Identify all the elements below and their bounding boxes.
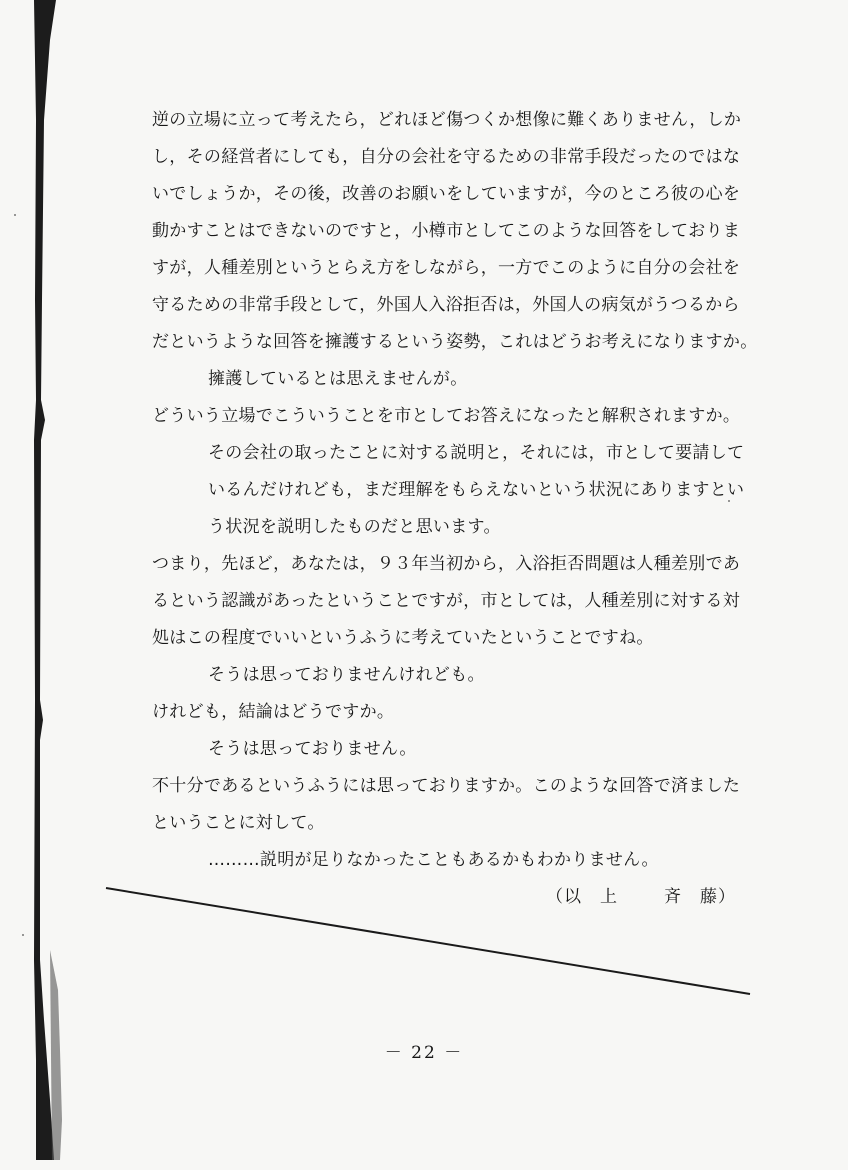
answer-line: いるんだけれども，まだ理解をもらえないという状況にありますとい	[208, 480, 745, 500]
signature-name: 斉	[664, 887, 682, 907]
text-line: し，その経営者にしても，自分の会社を守るための非常手段だったのではな	[152, 147, 741, 167]
text-line: ということに対して。	[152, 813, 325, 833]
text-line: 不十分であるというふうには思っておりますか。このような回答で済ました	[152, 776, 741, 796]
signature-close: 藤）	[700, 887, 736, 907]
page-number: － 22 －	[384, 1043, 464, 1063]
answer-line: そうは思っておりませんけれども。	[208, 665, 485, 685]
text-line: 処はこの程度でいいというふうに考えていたということですね。	[152, 628, 654, 648]
text-line: けれども，結論はどうですか。	[152, 702, 395, 722]
text-line: すが，人種差別というとらえ方をしながら，一方でこのように自分の会社を	[152, 258, 741, 278]
answer-line: ………説明が足りなかったこともあるかもわかりません。	[208, 850, 659, 870]
text-line: いでしょうか，その後，改善のお願いをしていますが，今のところ彼の心を	[152, 184, 741, 204]
text-line: どういう立場でこういうことを市としてお答えになったと解釈されますか。	[152, 406, 741, 426]
answer-line: その会社の取ったことに対する説明と，それには，市として要請して	[208, 443, 745, 463]
answer-line: う状況を説明したものだと思います。	[208, 517, 501, 537]
answer-line: 擁護しているとは思えませんが。	[208, 369, 468, 389]
text-line: つまり，先ほど，あなたは，９３年当初から，入浴拒否問題は人種差別であ	[152, 554, 741, 574]
text-line: 逆の立場に立って考えたら，どれほど傷つくか想像に難くありません，しか	[152, 110, 742, 130]
signature-mid: 上	[600, 887, 618, 907]
text-line: 守るための非常手段として，外国人入浴拒否は，外国人の病気がうつるから	[152, 295, 740, 315]
text-line: 動かすことはできないのですと，小樽市としてこのような回答をしておりま	[152, 221, 741, 241]
text-line: だというような回答を擁護するという姿勢，これはどうお考えになりますか。	[152, 332, 758, 352]
text-line: るという認識があったということですが，市としては，人種差別に対する対	[152, 591, 741, 611]
answer-line: そうは思っておりません。	[208, 739, 417, 759]
signature-open: （以	[546, 887, 582, 907]
